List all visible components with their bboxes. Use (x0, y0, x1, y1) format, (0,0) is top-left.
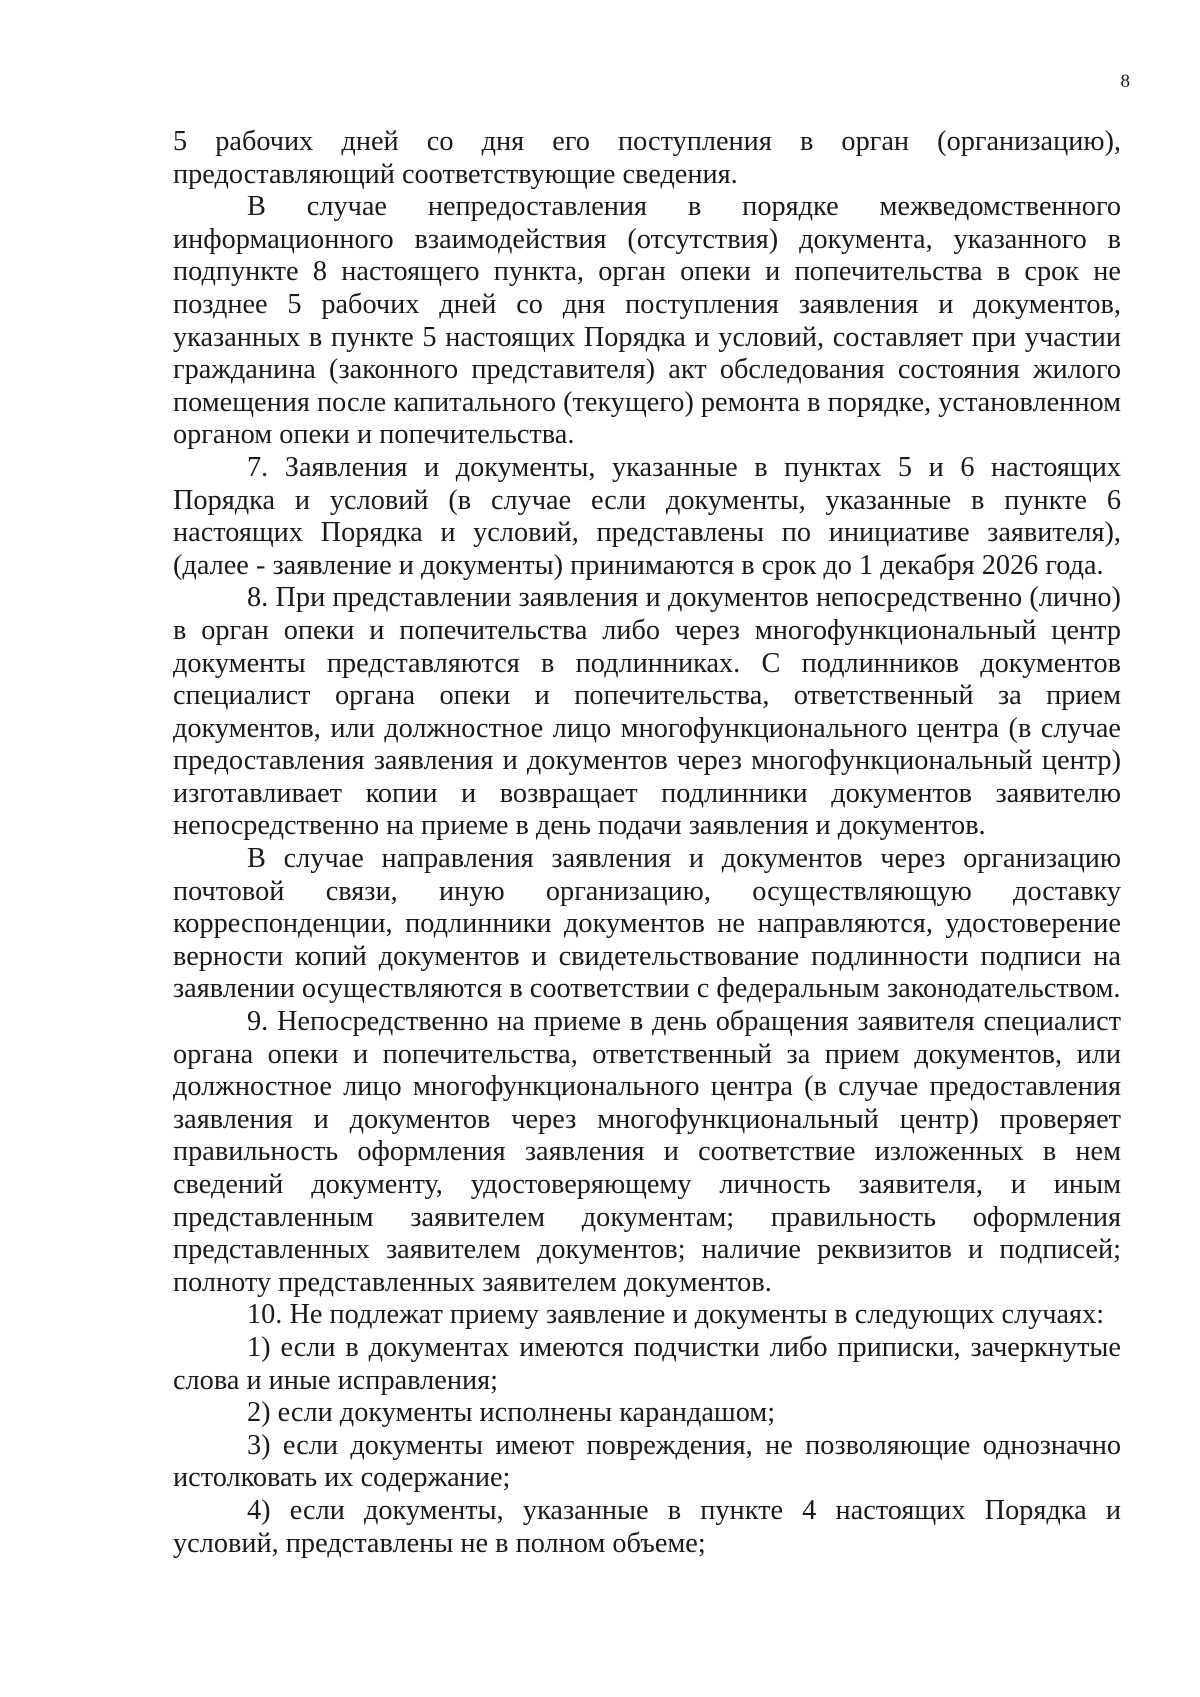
paragraph: 9. Непосредственно на приеме в день обращения заявителя специалист органа опеки и попечительства, ответственный за прием документов, или должностное лицо многофункционального центра (в случае предоставления заявления и документов через многофункциональный центр) проверяет правильность оформления заявления и соответствие изложенных в нем сведений документу, удостоверяющему личность заявителя, и иным представленным заявителем документам; правильность оформления представленных заявителем документов; наличие реквизитов и подписей; полноту представленных заявителем документов. (173, 1006, 1121, 1298)
list-item: 3) если документы имеют повреждения, не позволяющие однозначно истолковать их содержание; (173, 1429, 1121, 1494)
paragraph: 7. Заявления и документы, указанные в пунктах 5 и 6 настоящих Порядка и условий (в случае если документы, указанные в пункте 6 настоящих Порядка и условий, представлены по инициативе заявителя), (далее - заявление и документы) принимаются в срок до 1 декабря 2026 года. (173, 451, 1121, 581)
paragraph: В случае направления заявления и документов через организацию почтовой связи, иную организацию, осуществляющую доставку корреспонденции, подлинники документов не направляются, удостоверение верности копий документов и свидетельствование подлинности подписи на заявлении осуществляются в соответствии с федеральным законодательством. (173, 843, 1121, 1005)
paragraph: 8. При представлении заявления и документов непосредственно (лично) в орган опеки и попечительства либо через многофункциональный центр документы представляются в подлинниках. С подлинников документов специалист органа опеки и попечительства, ответственный за прием документов, или должностное лицо многофункционального центра (в случае предоставления заявления и документов через многофункциональный центр) изготавливает копии и возвращает подлинники документов заявителю непосредственно на приеме в день подачи заявления и документов. (173, 582, 1121, 842)
document-body (173, 126, 1121, 1560)
paragraph: 5 рабочих дней со дня его поступления в орган (организацию), предоставляющий соответствующие сведения. (173, 126, 1121, 190)
list-item: 4) если документы, указанные в пункте 4 настоящих Порядка и условий, представлены не в полном объеме; (173, 1494, 1121, 1559)
paragraph: 10. Не подлежат приему заявление и документы в следующих случаях: (247, 1299, 1105, 1331)
list-item: 1) если в документах имеются подчистки либо приписки, зачеркнутые слова и иные исправления; (173, 1331, 1121, 1396)
list-item: 2) если документы исполнены карандашом; (247, 1397, 776, 1429)
paragraph: В случае непредоставления в порядке межведомственного информационного взаимодействия (отсутствия) документа, указанного в подпункте 8 настоящего пункта, орган опеки и попечительства в срок не позднее 5 рабочих дней со дня поступления заявления и документов, указанных в пункте 5 настоящих Порядка и условий, составляет при участии гражданина (законного представителя) акт обследования состояния жилого помещения после капитального (текущего) ремонта в порядке, установленном органом опеки и попечительства. (173, 191, 1121, 451)
page-number: 8 (1120, 71, 1130, 92)
